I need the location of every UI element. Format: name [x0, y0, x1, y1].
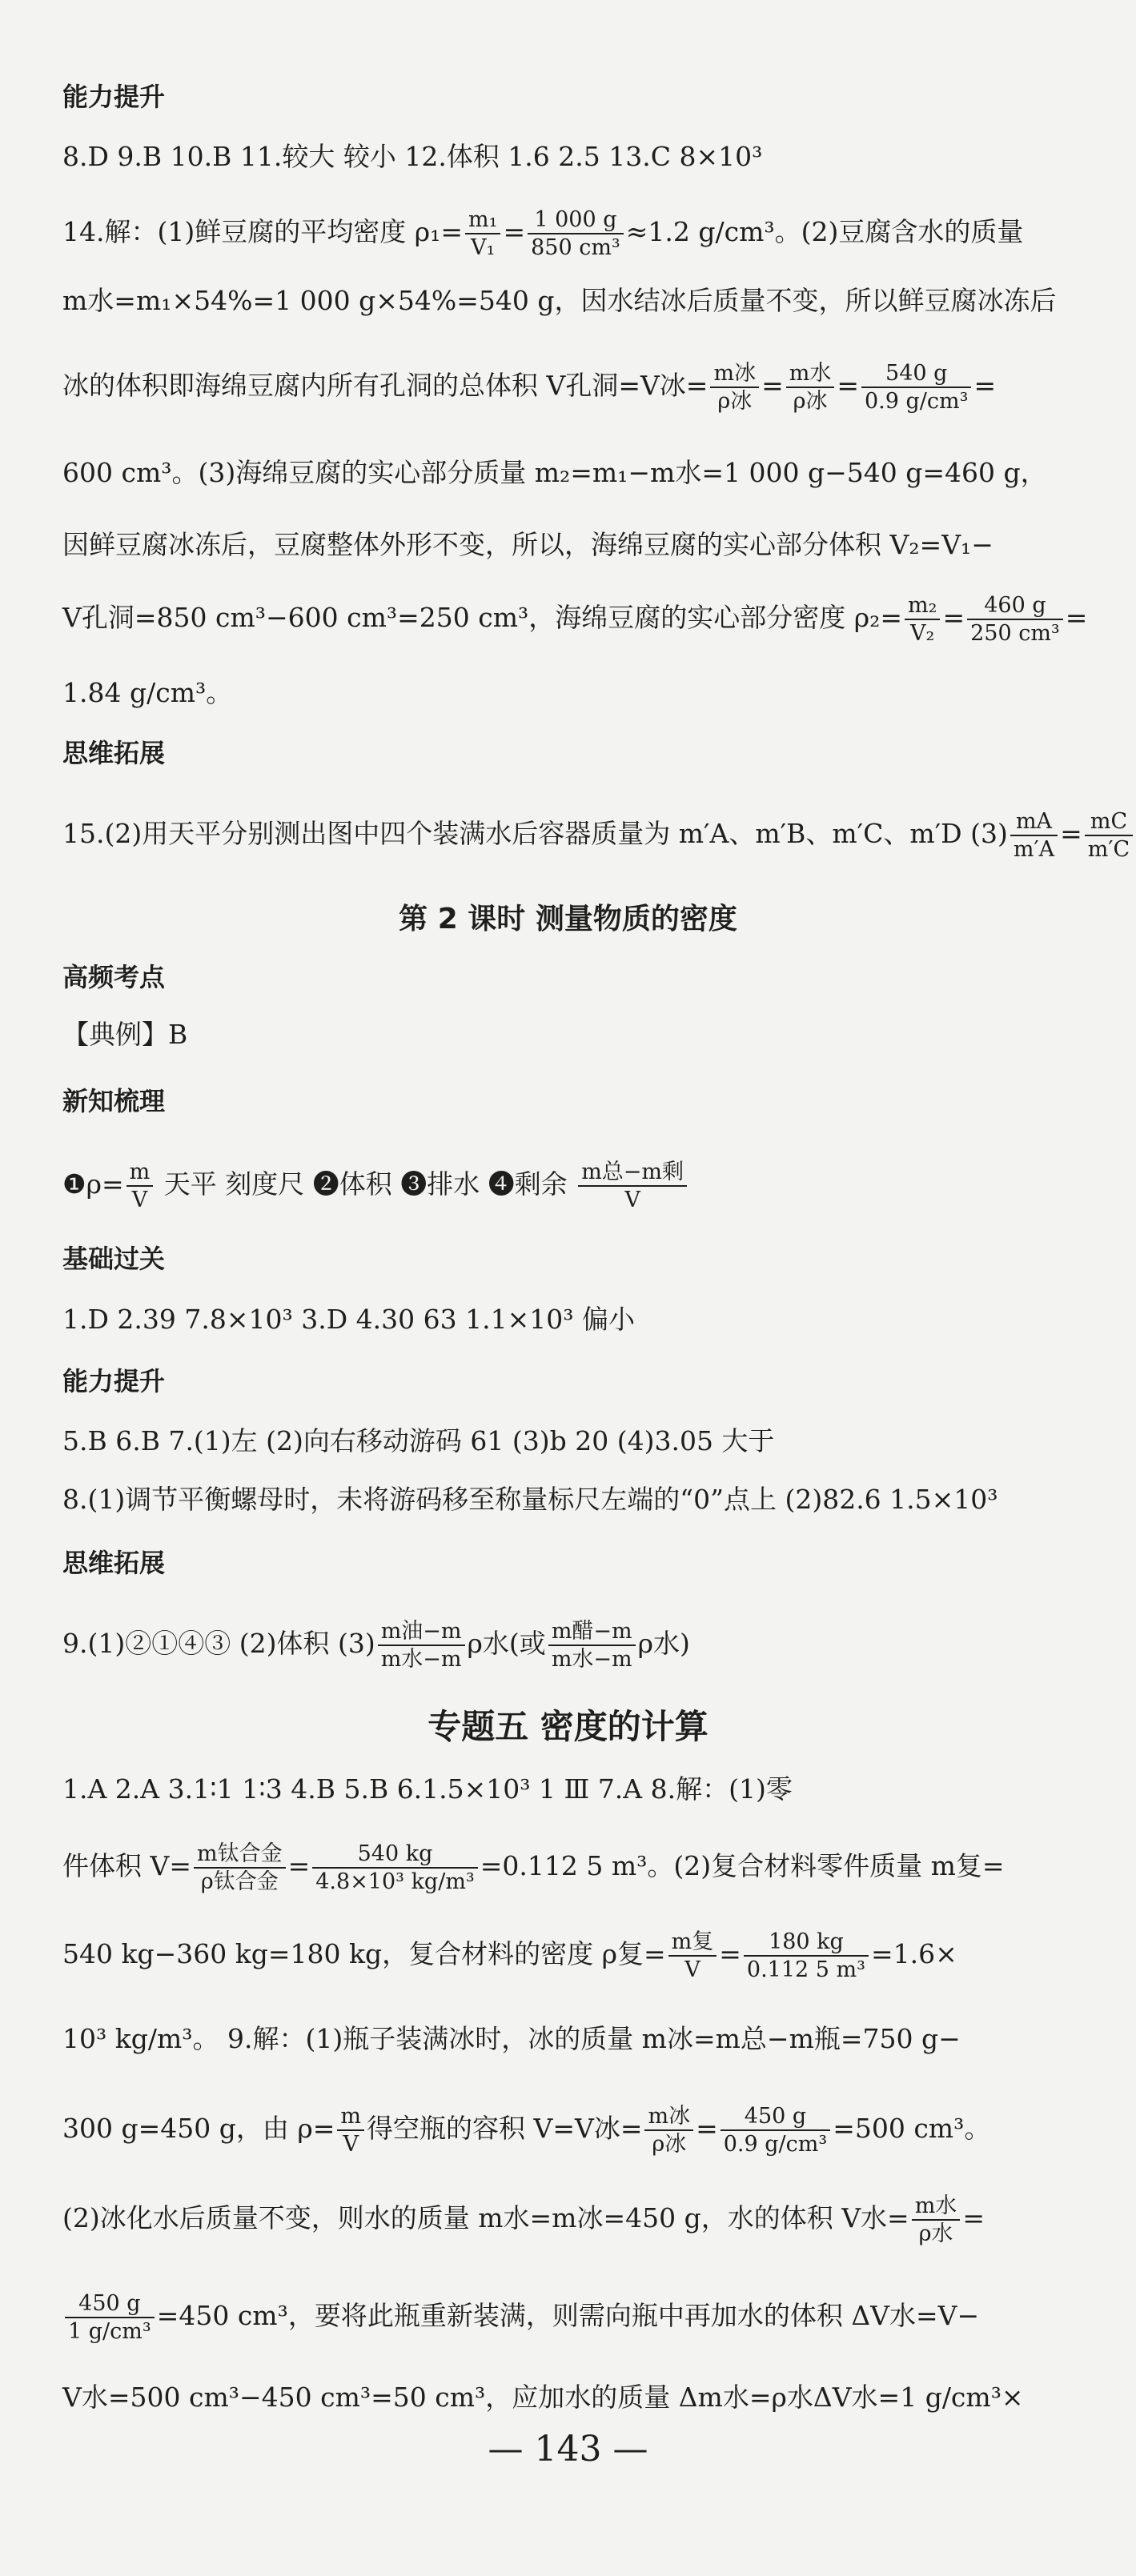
- topic-line3: 540 kg−360 kg=180 kg，复合材料的密度 ρ复= m复 V = $\frac{180 kg}{\text{0.112 5 m³}}$ =1.6×: [62, 1929, 957, 1982]
- ability-answers-2: 8.(1)调节平衡螺母时，未将游码移至称量标尺左端的“0”点上 (2)82.6 1.5×10³: [62, 1484, 998, 1515]
- basic-answers: 1.D 2.39 7.8×10³ 3.D 4.30 63 1.1×10³ 偏小: [62, 1304, 635, 1335]
- q14-line5: 因鲜豆腐冰冻后，豆腐整体外形不变，所以，海绵豆腐的实心部分体积 V₂=V₁−: [62, 529, 993, 560]
- page-number: — 143 —: [488, 2429, 648, 2470]
- answers-8-13: 8.D 9.B 10.B 11.较大 较小 12.体积 1.6 2.5 13.C 8×10³: [62, 141, 763, 172]
- new-knowledge-line: ❶ρ= $\frac{m}{V}$ 天平 刻度尺 ❷体积 ❸排水 ❹剩余 m总−m剩 V: [62, 1159, 689, 1213]
- q15-line: 15.(2)用天平分别测出图中四个装满水后容器质量为 m′A、m′B、m′C、m′D (3) $\frac{mA}{m'A}$ = $\frac{mC}{m'C}$: [62, 808, 1135, 863]
- topic-line7: $\frac{450 g}{\text{1 g/cm³}}$ =450 cm³，要将此瓶重新装满，则需向瓶中再加水的体积 ΔV水=V−: [62, 2290, 979, 2345]
- thinking-answer-9: 9.(1)②①④③ (2)体积 (3) m油−m m水−m ρ水(或 m醋−m m水−m ρ水): [62, 1619, 690, 1672]
- section-heading-thinking: 思维拓展: [62, 738, 166, 768]
- topic-line4: 10³ kg/m³。 9.解：(1)瓶子装满冰时，冰的质量 m冰=m总−m瓶=750 g−: [62, 2023, 961, 2054]
- q14-line2: m水=m₁×54%=1 000 g×54%=540 g，因水结冰后质量不变，所以鲜豆腐冰冻后: [62, 285, 1057, 316]
- q14-line4: 600 cm³。(3)海绵豆腐的实心部分质量 m₂=m₁−m水=1 000 g−540 g=460 g，: [62, 457, 1047, 488]
- q14-line3: 冰的体积即海绵豆腐内所有孔洞的总体积 V孔洞=V冰= m冰 ρ冰 = m水 ρ冰 = $\frac{540 g}{\text{0.9 g/cm³}}$ =: [62, 361, 997, 414]
- heading-key-points: 高频考点: [62, 962, 166, 992]
- topic-line6: (2)冰化水后质量不变，则水的质量 m水=m冰=450 g，水的体积 V水= m水 ρ水 =: [62, 2193, 985, 2246]
- q14-line7: 1.84 g/cm³。: [62, 677, 233, 708]
- q14-line6: V孔洞=850 cm³−600 cm³=250 cm³，海绵豆腐的实心部分密度 ρ₂= $\frac{\text{m₂}}{\text{V₂}}$ = $\frac{460 g}{\text{250 cm³}}$ =: [62, 593, 1088, 646]
- example-answer: 【典例】B: [62, 1019, 188, 1050]
- section-heading-ability: 能力提升: [62, 82, 166, 112]
- topic-title: 专题五 密度的计算: [428, 1707, 708, 1746]
- topic-line5: 300 g=450 g，由 ρ= $\frac{m}{V}$ 得空瓶的容积 V=V冰= m冰 ρ冰 = $\frac{450 g}{\text{0.9 g/cm³}}$ =500 cm³。: [62, 2104, 991, 2157]
- topic-line2: 件体积 V= m钛合金 ρ钛合金 = $\frac{540 kg}{\text{4.8×10³ kg/m³}}$ =0.112 5 m³。(2)复合材料零件质量 m复=: [62, 1841, 1005, 1894]
- heading-ability-2: 能力提升: [62, 1366, 166, 1396]
- q14-line1: 14.解：(1)鲜豆腐的平均密度 ρ₁= $\frac{\text{m₁}}{\text{V₁}}$ = $\frac{1 000 g}{\text{850 cm³}}$ ≈1.2 g/cm³。(2)豆腐含水的质量: [62, 207, 1024, 260]
- ability-answers-1: 5.B 6.B 7.(1)左 (2)向右移动游码 61 (3)b 20 (4)3.05 大于: [62, 1425, 775, 1456]
- heading-thinking-2: 思维拓展: [62, 1548, 166, 1578]
- topic-line8: V水=500 cm³−450 cm³=50 cm³，应加水的质量 Δm水=ρ水ΔV水=1 g/cm³×: [62, 2382, 1024, 2413]
- heading-new-knowledge: 新知梳理: [62, 1086, 166, 1116]
- topic-line1: 1.A 2.A 3.1∶1 1∶3 4.B 5.B 6.1.5×10³ 1 Ⅲ 7.A 8.解：(1)零: [62, 1773, 793, 1805]
- lesson-title: 第 2 课时 测量物质的密度: [399, 903, 737, 935]
- heading-basic: 基础过关: [62, 1244, 166, 1274]
